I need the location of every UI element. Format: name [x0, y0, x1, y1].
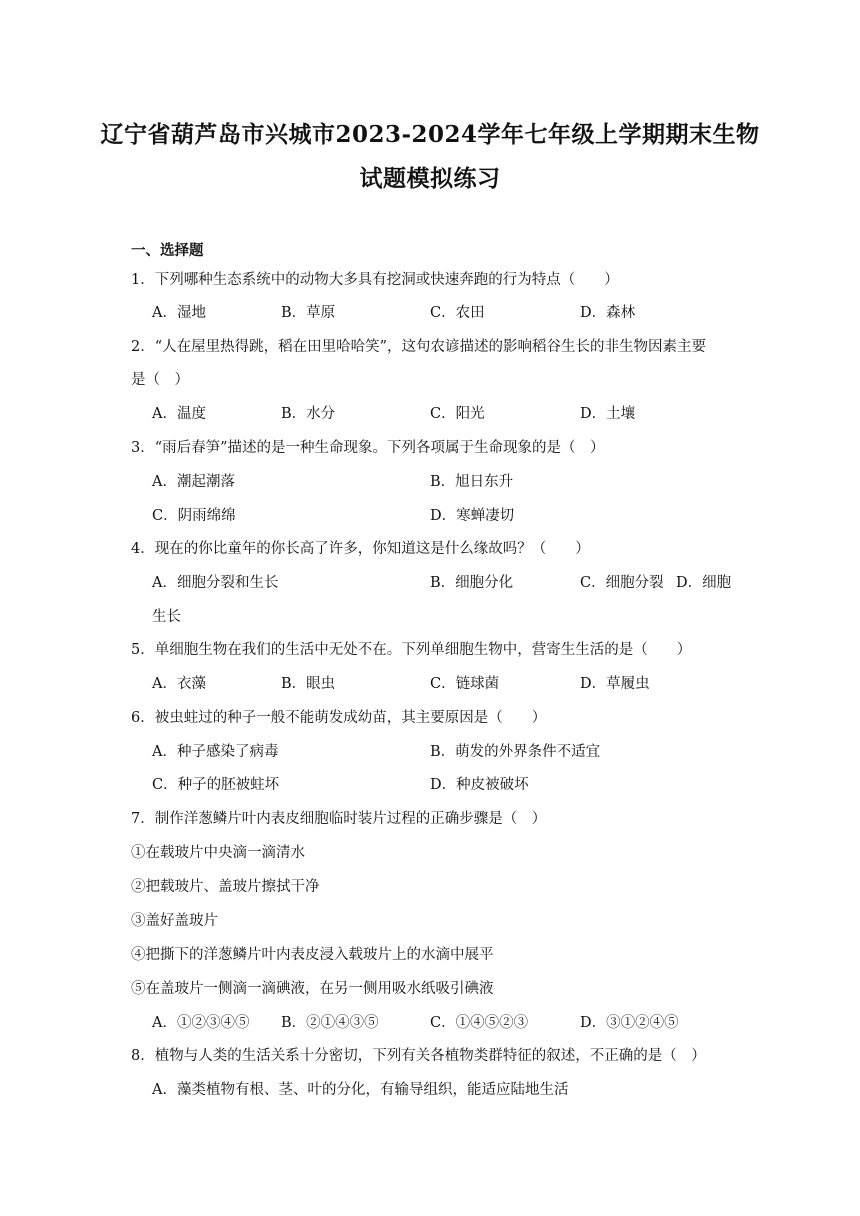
option-c: C．阴雨绵绵 — [152, 508, 236, 524]
question-stem: 4．现在的你比童年的你长高了许多，你知道这是什么缘故吗？（ ） — [131, 541, 590, 557]
option-b: B．水分 — [281, 406, 336, 422]
option-c: C．链球菌 — [430, 676, 500, 692]
option-d: D．寒蝉凄切 — [430, 508, 515, 524]
question-stem: 8．植物与人类的生活关系十分密切，下列有关各植物类群特征的叙述，不正确的是（ ） — [131, 1048, 706, 1064]
step-2: ②把载玻片、盖玻片擦拭干净 — [131, 879, 320, 895]
option-a: A．湿地 — [152, 305, 206, 321]
section-heading: 一、选择题 — [131, 242, 204, 259]
option-a: A．种子感染了病毒 — [152, 744, 279, 760]
option-d: D．③①②④⑤ — [580, 1015, 679, 1031]
title-line-1: 辽宁省葫芦岛市兴城市2023-2024学年七年级上学期期末生物 — [100, 121, 760, 148]
option-c: C．①④⑤②③ — [430, 1015, 529, 1031]
option-b: B．草原 — [281, 305, 336, 321]
option-c: C．农田 — [430, 305, 485, 321]
step-3: ③盖好盖玻片 — [131, 913, 218, 929]
question-stem-continued: 是（ ） — [131, 372, 189, 388]
option-c: C．种子的胚被蛀坏 — [152, 777, 280, 793]
question-stem: 3．“雨后春笋”描述的是一种生命现象。下列各项属于生命现象的是（ ） — [131, 440, 605, 456]
question-stem: 1．下列哪种生态系统中的动物大多具有挖洞或快速奔跑的行为特点（ ） — [131, 272, 619, 288]
option-a: A．潮起潮落 — [152, 474, 235, 490]
step-5: ⑤在盖玻片一侧滴一滴碘液，在另一侧用吸水纸吸引碘液 — [131, 981, 494, 997]
option-a: A．温度 — [152, 406, 206, 422]
option-d: D．种皮被破坏 — [430, 777, 529, 793]
option-b: B．萌发的外界条件不适宜 — [430, 744, 601, 760]
option-a: A．衣藻 — [152, 676, 206, 692]
option-c: C．阳光 — [430, 406, 485, 422]
step-1: ①在载玻片中央滴一滴清水 — [131, 845, 305, 861]
step-4: ④把撕下的洋葱鳞片叶内表皮浸入载玻片上的水滴中展平 — [131, 947, 494, 963]
option-d: D．森林 — [580, 305, 636, 321]
question-stem: 6．被虫蛀过的种子一般不能萌发成幼苗，其主要原因是（ ） — [131, 710, 547, 726]
title-line-2: 试题模拟练习 — [359, 165, 501, 192]
option-b: B．细胞分化 — [430, 575, 514, 591]
option-b: B．②①④③⑤ — [281, 1015, 379, 1031]
option-d: D．土壤 — [580, 406, 636, 422]
question-stem: 5．单细胞生物在我们的生活中无处不在。下列单细胞生物中，营寄生生活的是（ ） — [131, 642, 692, 658]
option-b: B．眼虫 — [281, 676, 336, 692]
option-b: B．旭日东升 — [430, 474, 514, 490]
option-d: D．草履虫 — [580, 676, 650, 692]
option-d: D．细胞 — [676, 575, 732, 591]
question-stem: 2．“人在屋里热得跳，稻在田里哈哈笑”，这句农谚描述的影响稻谷生长的非生物因素主要 — [131, 339, 707, 355]
option-a: A．细胞分裂和生长 — [152, 575, 279, 591]
option-a: A．①②③④⑤ — [152, 1015, 250, 1031]
option-d-continued: 生长 — [152, 609, 181, 625]
option-a: A．藻类植物有根、茎、叶的分化，有输导组织，能适应陆地生活 — [152, 1082, 569, 1098]
option-c: C．细胞分裂 — [580, 575, 664, 591]
question-stem: 7．制作洋葱鳞片叶内表皮细胞临时装片过程的正确步骤是（ ） — [131, 811, 547, 827]
